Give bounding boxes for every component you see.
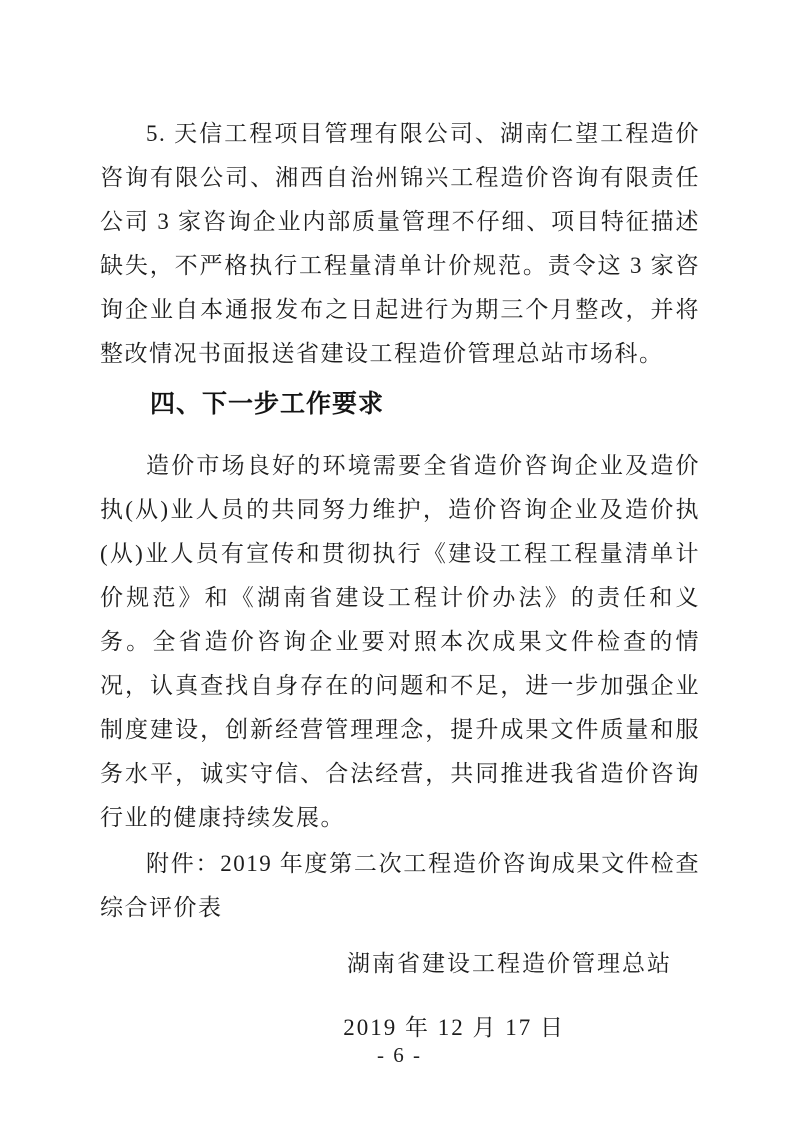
issuer-signature: 湖南省建设工程造价管理总站: [347, 951, 672, 976]
page-number: - 6 -: [377, 1043, 422, 1067]
attachment-note: 附件：2019 年度第二次工程造价咨询成果文件检查综合评价表: [100, 851, 700, 920]
closing-paragraph: 造价市场良好的环境需要全省造价咨询企业及造价执(从)业人员的共同努力维护，造价咨询企业及造价执(从)业人员有宣传和贯彻执行《建设工程工程量清单计价规范》和《湖南省建设工程计价办法》的责任和义务。全省造价咨询企业要对照本次成果文件检查的情况，认真查找自身存在的问题和不足，进一步加强企业制度建设，创新经营管理理念，提升成果文件质量和服务水平，诚实守信、合法经营，共同推进我省造价咨询行业的健康持续发展。: [100, 453, 700, 830]
section-heading: 四、下一步工作要求: [150, 390, 385, 418]
issue-date: 2019 年 12 月 17 日: [343, 1015, 565, 1040]
numbered-item-paragraph: 5. 天信工程项目管理有限公司、湖南仁望工程造价咨询有限公司、湘西自治州锦兴工程造价咨询有限责任公司 3 家咨询企业内部质量管理不仔细、项目特征描述缺失，不严格执行工程量清单计价规范。责令这 3 家咨询企业自本通报发布之日起进行为期三个月整改，并将整改情况书面报送省建设工程造价管理总站市场科。: [100, 121, 700, 366]
document-body: [100, 112, 700, 1050]
